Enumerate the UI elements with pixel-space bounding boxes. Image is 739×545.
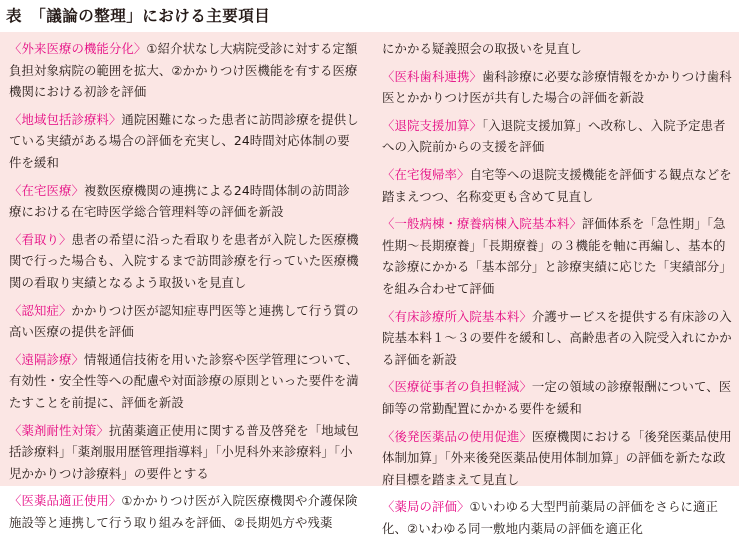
item-heading: 〈医療従事者の負担軽減〉 — [382, 379, 532, 395]
table-title: 表 「議論の整理」における主要項目 — [6, 7, 271, 25]
list-item — [9, 490, 361, 533]
item-text: にかかる疑義照会の取扱いを見直し — [382, 41, 582, 56]
item-heading: 〈薬局の評価〉 — [382, 499, 470, 515]
item-heading: 〈後発医薬品の使用促進〉 — [382, 428, 532, 444]
item-heading: 〈一般病棟・療養病棟入院基本料〉 — [382, 216, 582, 232]
item-text: 複数医療機関の連携による24時間体制の訪問診療における在宅時医学総合管理料等の評価を新設 — [9, 182, 350, 220]
list-item — [382, 306, 734, 371]
list-item — [9, 229, 361, 294]
item-text: ①紹介状なし大病院受診に対する定額負担対象病院の範囲を拡大、②かかりつけ医機能を有する医療機関における初診を評価 — [9, 41, 358, 100]
item-text: ①いわゆる大型門前薬局の評価をさらに適正化、②いわゆる同一敷地内薬局の評価を適正化 — [382, 499, 718, 536]
item-heading: 〈退院支援加算〉 — [382, 117, 482, 133]
item-text: 抗菌薬適正使用に関する普及啓発を「地域包括診療料」「薬剤服用歴管理指導料」「小児科外来診療料」「小児かかりつけ診療料」の要件とする — [9, 422, 359, 481]
item-text: 通院困難になった患者に訪問診療を提供している実績がある場合の評価を充実し、24時間対応体制の要件を緩和 — [9, 111, 359, 170]
item-heading: 〈遠隔診療〉 — [9, 351, 84, 367]
list-item — [9, 38, 361, 103]
item-heading: 〈医科歯科連携〉 — [382, 68, 482, 84]
right-column — [382, 38, 734, 545]
content-panel — [0, 32, 739, 536]
item-text: 患者の希望に沿った看取りを患者が入院した医療機関で行った場合も、入院するまで訪問診療を行っていた医療機関の看取り実績となるよう取扱いを見直し — [9, 231, 359, 290]
list-item — [382, 164, 734, 207]
list-item — [382, 376, 734, 419]
list-item — [382, 426, 734, 491]
item-heading: 〈医薬品適正使用〉 — [9, 493, 122, 509]
item-text: 介護サービスを提供する有床診の入院基本料１〜３の要件を緩和し、高齢患者の入院受入れにかかる評価を新設 — [382, 308, 732, 367]
list-item — [382, 213, 734, 299]
item-text: 歯科診療に必要な診療情報をかかりつけ歯科医とかかりつけ医が共有した場合の評価を新設 — [382, 68, 732, 106]
item-text: 情報通信技術を用いた診察や医学管理について、有効性・安全性等への配慮や対面診療の原則といった要件を満たすことを前提に、評価を新設 — [9, 351, 359, 410]
item-heading: 〈外来医療の機能分化〉 — [9, 41, 147, 56]
left-column — [9, 38, 361, 539]
item-heading: 〈看取り〉 — [9, 231, 72, 247]
list-item — [9, 349, 361, 414]
list-item — [9, 420, 361, 485]
list-item — [382, 115, 734, 158]
item-text: 一定の領域の診療報酬について、医師等の常勤配置にかかる要件を緩和 — [382, 379, 732, 416]
item-heading: 〈薬剤耐性対策〉 — [9, 422, 109, 438]
item-text: 「入退院支援加算」へ改称し、入院予定患者への入院前からの支援を評価 — [382, 117, 726, 155]
item-heading: 〈認知症〉 — [9, 302, 72, 318]
list-item — [9, 300, 361, 343]
item-text: ①かかりつけ医が入院医療機関や介護保険施設等と連携して行う取り組みを評価、②長期処方や残薬 — [9, 493, 358, 530]
list-item — [382, 38, 734, 60]
item-text: 自宅等への退院支援機能を評価する観点などを踏まえつつ、名称変更も含めて見直し — [382, 166, 732, 204]
list-item — [382, 66, 734, 109]
list-item — [382, 496, 734, 539]
item-heading: 〈在宅復帰率〉 — [382, 166, 470, 182]
list-item — [9, 180, 361, 223]
item-text: 医療機関における「後発医薬品使用体制加算」「外来後発医薬品使用体制加算」の評価を新たな政府目標を踏まえて見直し — [382, 428, 732, 487]
item-heading: 〈在宅医療〉 — [9, 182, 84, 198]
item-heading: 〈地域包括診療料〉 — [9, 111, 122, 127]
list-item — [9, 109, 361, 174]
item-text: 評価体系を「急性期」「急性期〜長期療養」「長期療養」の３機能を軸に再編し、基本的な診療にかかる「基本部分」と診療実績に応じた「実績部分」を組み合わせて評価 — [382, 216, 732, 296]
item-heading: 〈有床診療所入院基本料〉 — [382, 308, 532, 324]
item-text: かかりつけ医が認知症専門医等と連携して行う質の高い医療の提供を評価 — [9, 302, 359, 340]
